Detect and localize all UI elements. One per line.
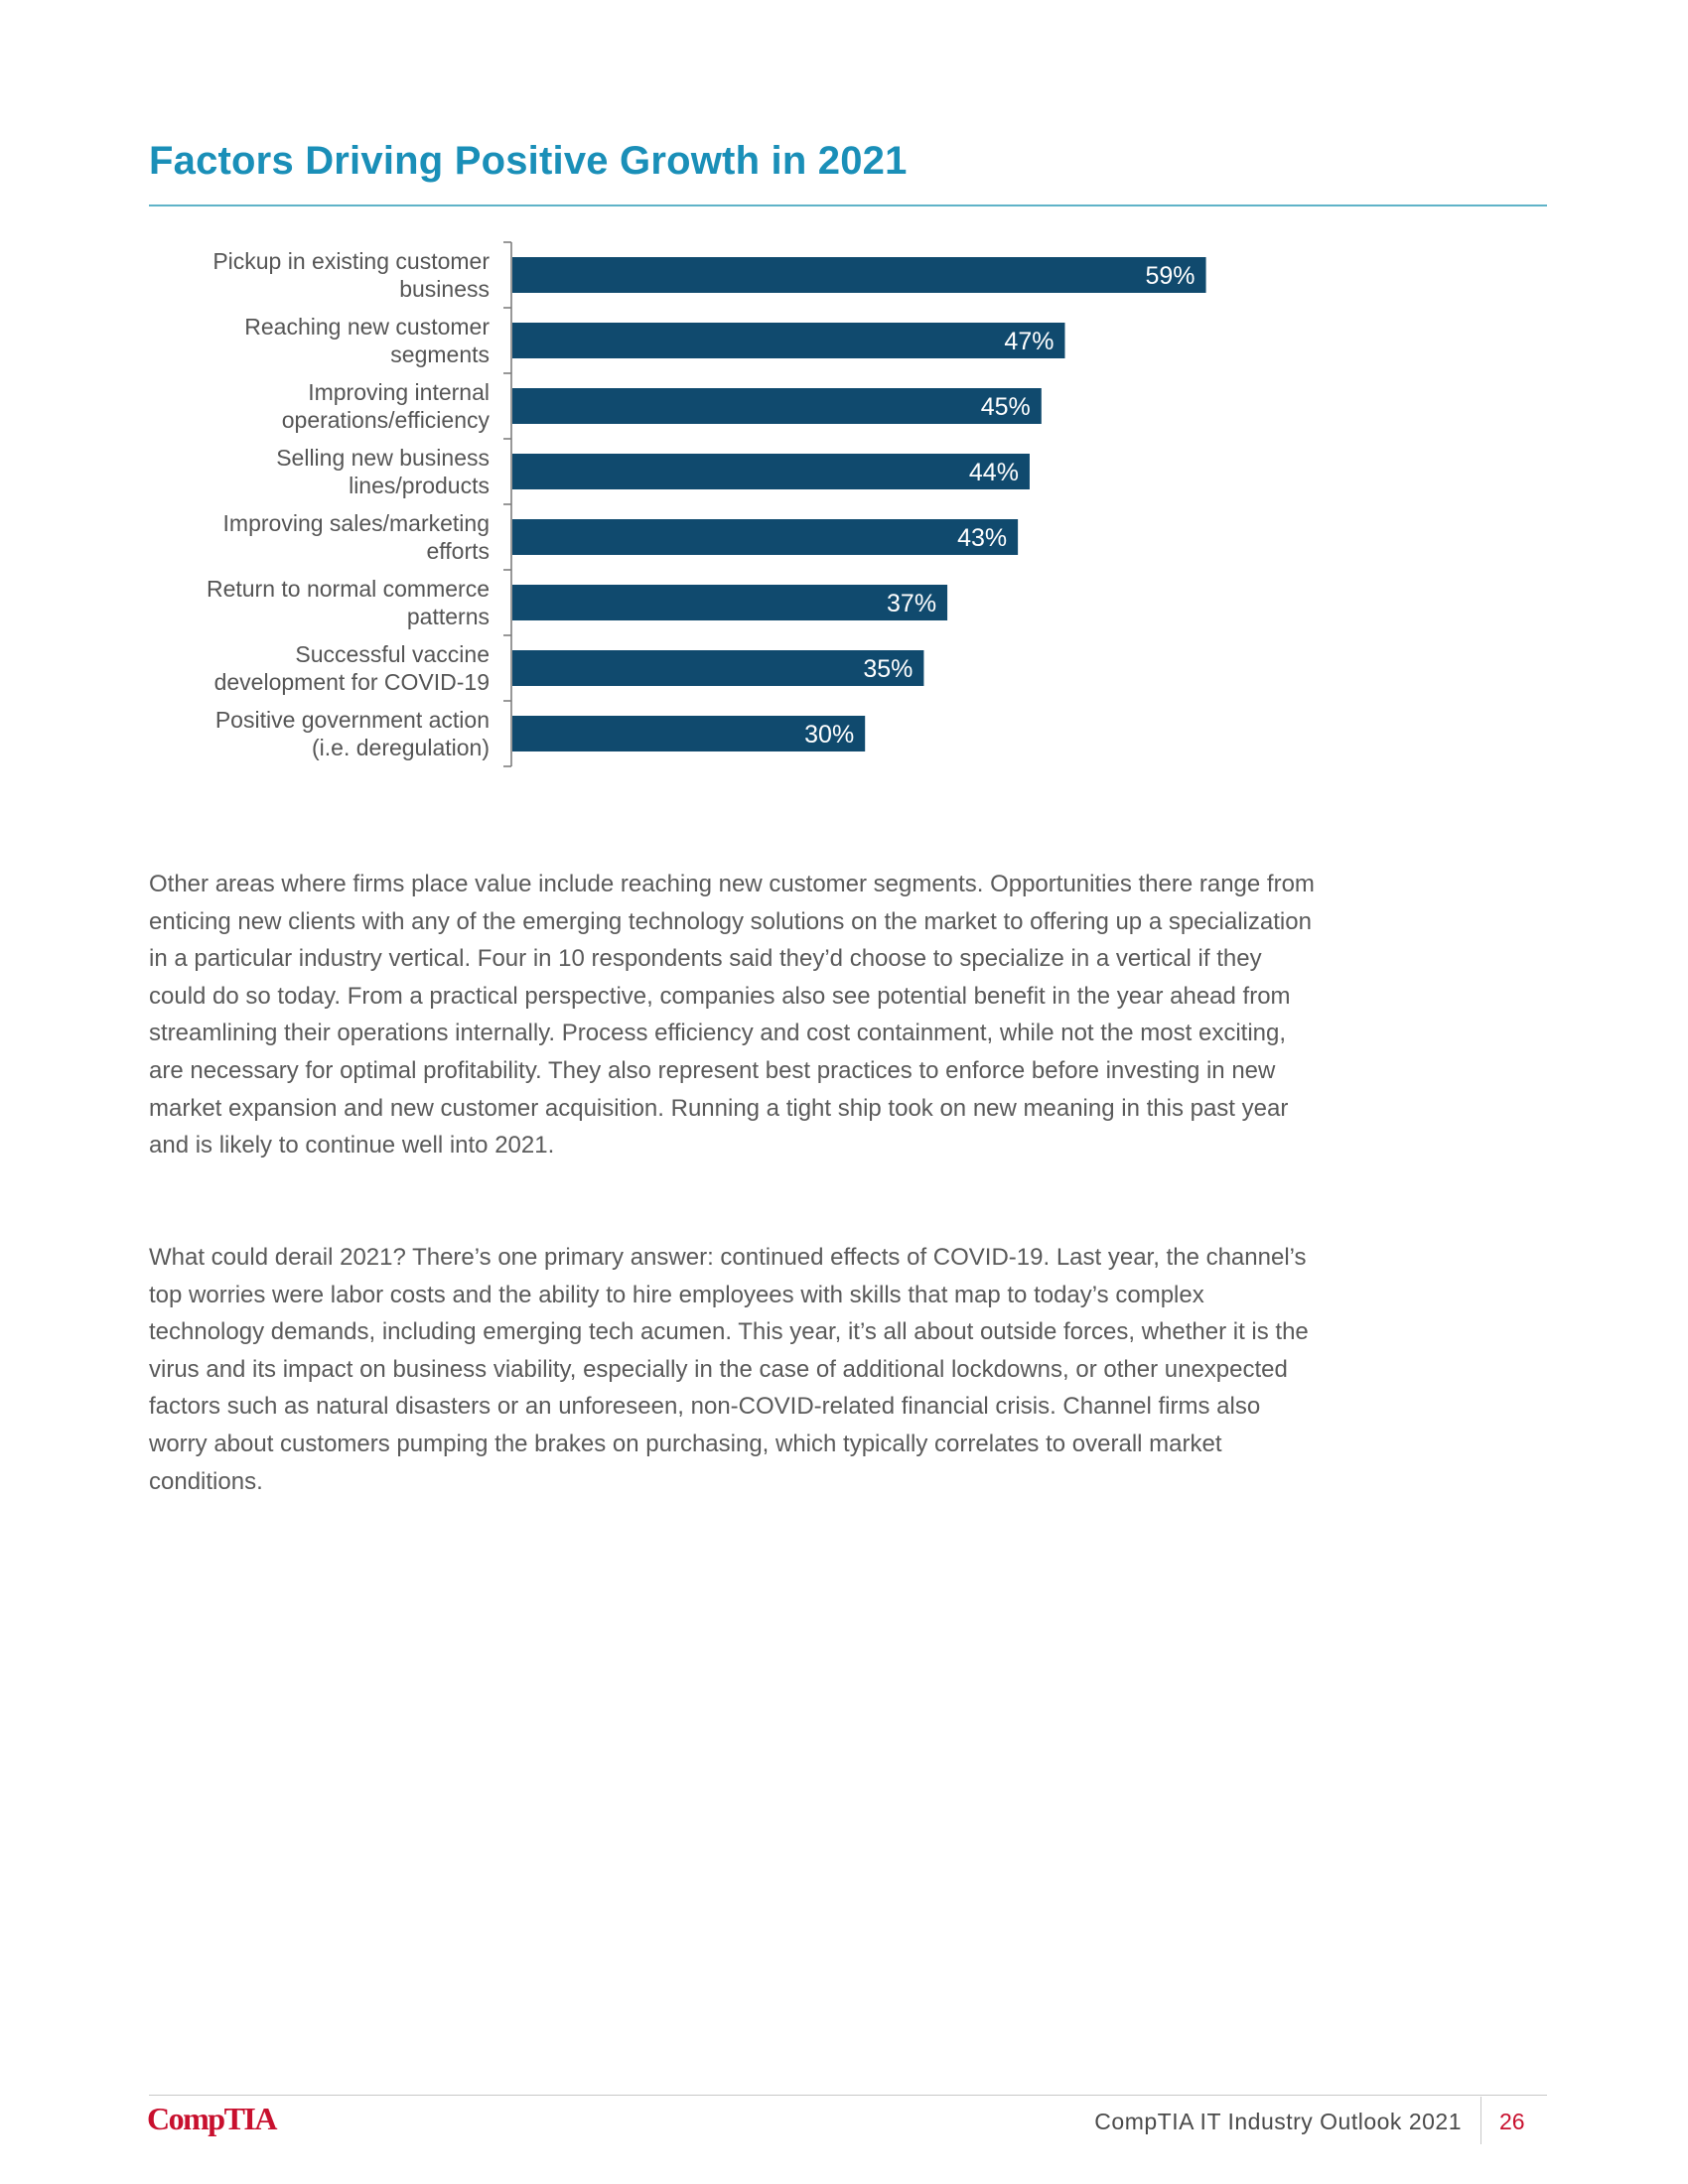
page-title: Factors Driving Positive Growth in 2021: [149, 139, 908, 183]
chart-data-label: 35%: [863, 655, 914, 683]
footer-separator: [1480, 2097, 1481, 2144]
chart-category-label: Pickup in existing customer business: [212, 248, 490, 302]
chart-data-label: 59%: [1145, 262, 1196, 290]
title-divider: [149, 205, 1547, 206]
chart-category-label: Improving internal operations/efficiency: [281, 379, 490, 433]
body-paragraph-1: Other areas where firms place value include reaching new customer segments. Opportunities there range from enticing new clients with any of the emerging technology solutions on the market to offering up a specialization in a particular industry vertical. Four in 10 respondents said they’d choose to specialize in a vertical if they could do so today. From a practical perspective, companies also see potential benefit in the year ahead from streamlining their operations internally. Process efficiency and cost containment, while not the most exciting, are necessary for optimal profitability. They also represent best practices to enforce before investing in new market expansion and new customer acquisition. Running a tight ship took on new meaning in this past year and is likely to continue well into 2021.: [149, 871, 1315, 1160]
chart-category-label: Reaching new customer segments: [244, 314, 490, 367]
chart-bar: [512, 650, 923, 686]
chart-data-label: 43%: [957, 524, 1008, 552]
chart-category-label: Successful vaccine development for COVID-19: [213, 641, 490, 695]
chart-category-label: Return to normal commerce patterns: [206, 576, 490, 629]
chart-bar: [512, 585, 947, 620]
chart-bar: [512, 323, 1064, 358]
chart-data-label: 45%: [980, 393, 1031, 421]
chart-bar: [512, 388, 1042, 424]
footer-doc-title: CompTIA IT Industry Outlook 2021: [1094, 2109, 1462, 2134]
chart-data-label: 37%: [887, 590, 937, 617]
chart-data-label: 30%: [804, 721, 855, 749]
chart-data-label: 44%: [968, 459, 1019, 486]
chart-data-label: 47%: [1004, 328, 1055, 355]
chart-bar: [512, 454, 1030, 489]
body-paragraph-2: What could derail 2021? There’s one primary answer: continued effects of COVID-19. Last year, the channel’s top worries were labor costs and the ability to hire employees with skills that map to today’s complex technology demands, including emerging tech acumen. This year, it’s all about outside forces, whether it is the virus and its impact on business viability, especially in the case of additional lockdowns, or other unexpected factors such as natural disasters or an unforeseen, non-COVID-related financial crisis. Channel firms also worry about customers pumping the brakes on purchasing, which typically correlates to overall market conditions.: [149, 1244, 1309, 1495]
chart-category-label: Selling new business lines/products: [276, 445, 490, 498]
footer-divider: [149, 2095, 1547, 2096]
bar-chart: [149, 238, 1400, 774]
page-number: 26: [1499, 2109, 1525, 2134]
chart-bar: [512, 519, 1018, 555]
chart-category-label: Improving sales/marketing efforts: [222, 510, 490, 564]
chart-category-label: Positive government action (i.e. deregulation): [214, 707, 490, 760]
comptia-logo: CompTIA: [147, 2101, 276, 2136]
chart-bar: [512, 257, 1206, 293]
